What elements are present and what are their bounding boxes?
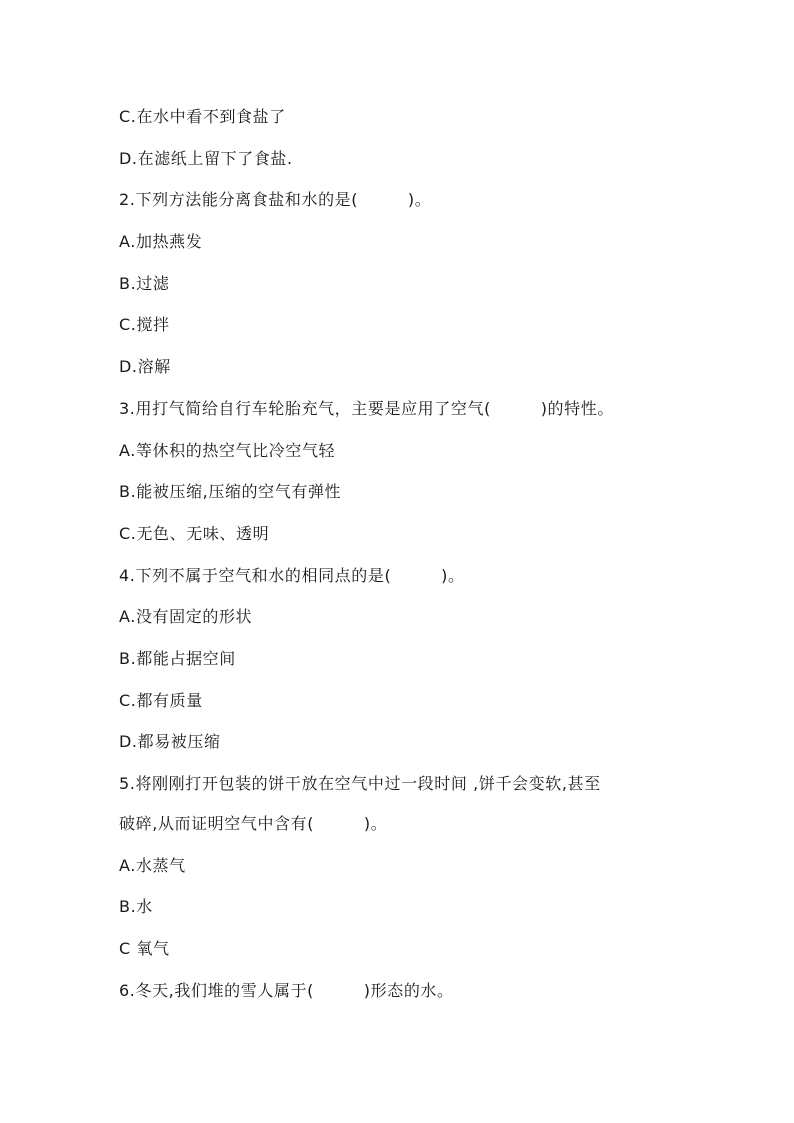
- question-text: 2.下列方法能分离食盐和水的是( )。: [119, 190, 432, 210]
- question-text: 3.用打气简给自行车轮胎充气，主要是应用了空气( )的特性。: [119, 398, 614, 418]
- option-text: D.都易被压缩: [119, 732, 221, 752]
- option-text: C.搅拌: [119, 315, 170, 335]
- option-text: B.水: [119, 897, 153, 917]
- option-text: A.等休积的热空气比冷空气轻: [119, 440, 336, 460]
- option-text: A.水蒸气: [119, 855, 186, 875]
- option-text: A.没有固定的形状: [119, 607, 253, 627]
- option-text: C 氧气: [119, 939, 170, 959]
- option-text: D.在滤纸上留下了食盐.: [119, 148, 293, 168]
- question-text: 6.冬天,我们堆的雪人属于( )形态的水。: [119, 980, 454, 1000]
- option-text: B.都能占据空间: [119, 648, 236, 668]
- option-text: B.过滤: [119, 273, 170, 293]
- question-text: 5.将刚刚打开包装的饼干放在空气中过一段时间 ,饼千会变软,甚至: [119, 774, 601, 793]
- option-text: C.在水中看不到食盐了: [119, 107, 286, 126]
- option-text: B.能被压缩,压缩的空气有弹性: [119, 482, 342, 502]
- option-text: D.溶解: [119, 357, 171, 377]
- option-text: C.无色、无味、透明: [119, 523, 270, 543]
- option-text: A.加热燕发: [119, 232, 203, 252]
- option-text: C.都有质量: [119, 690, 203, 710]
- question-list: [119, 104, 679, 1019]
- question-text: 4.下列不属于空气和水的相同点的是( )。: [119, 565, 465, 585]
- question-text-continued: 破碎,从而证明空气中含有( )。: [119, 814, 388, 833]
